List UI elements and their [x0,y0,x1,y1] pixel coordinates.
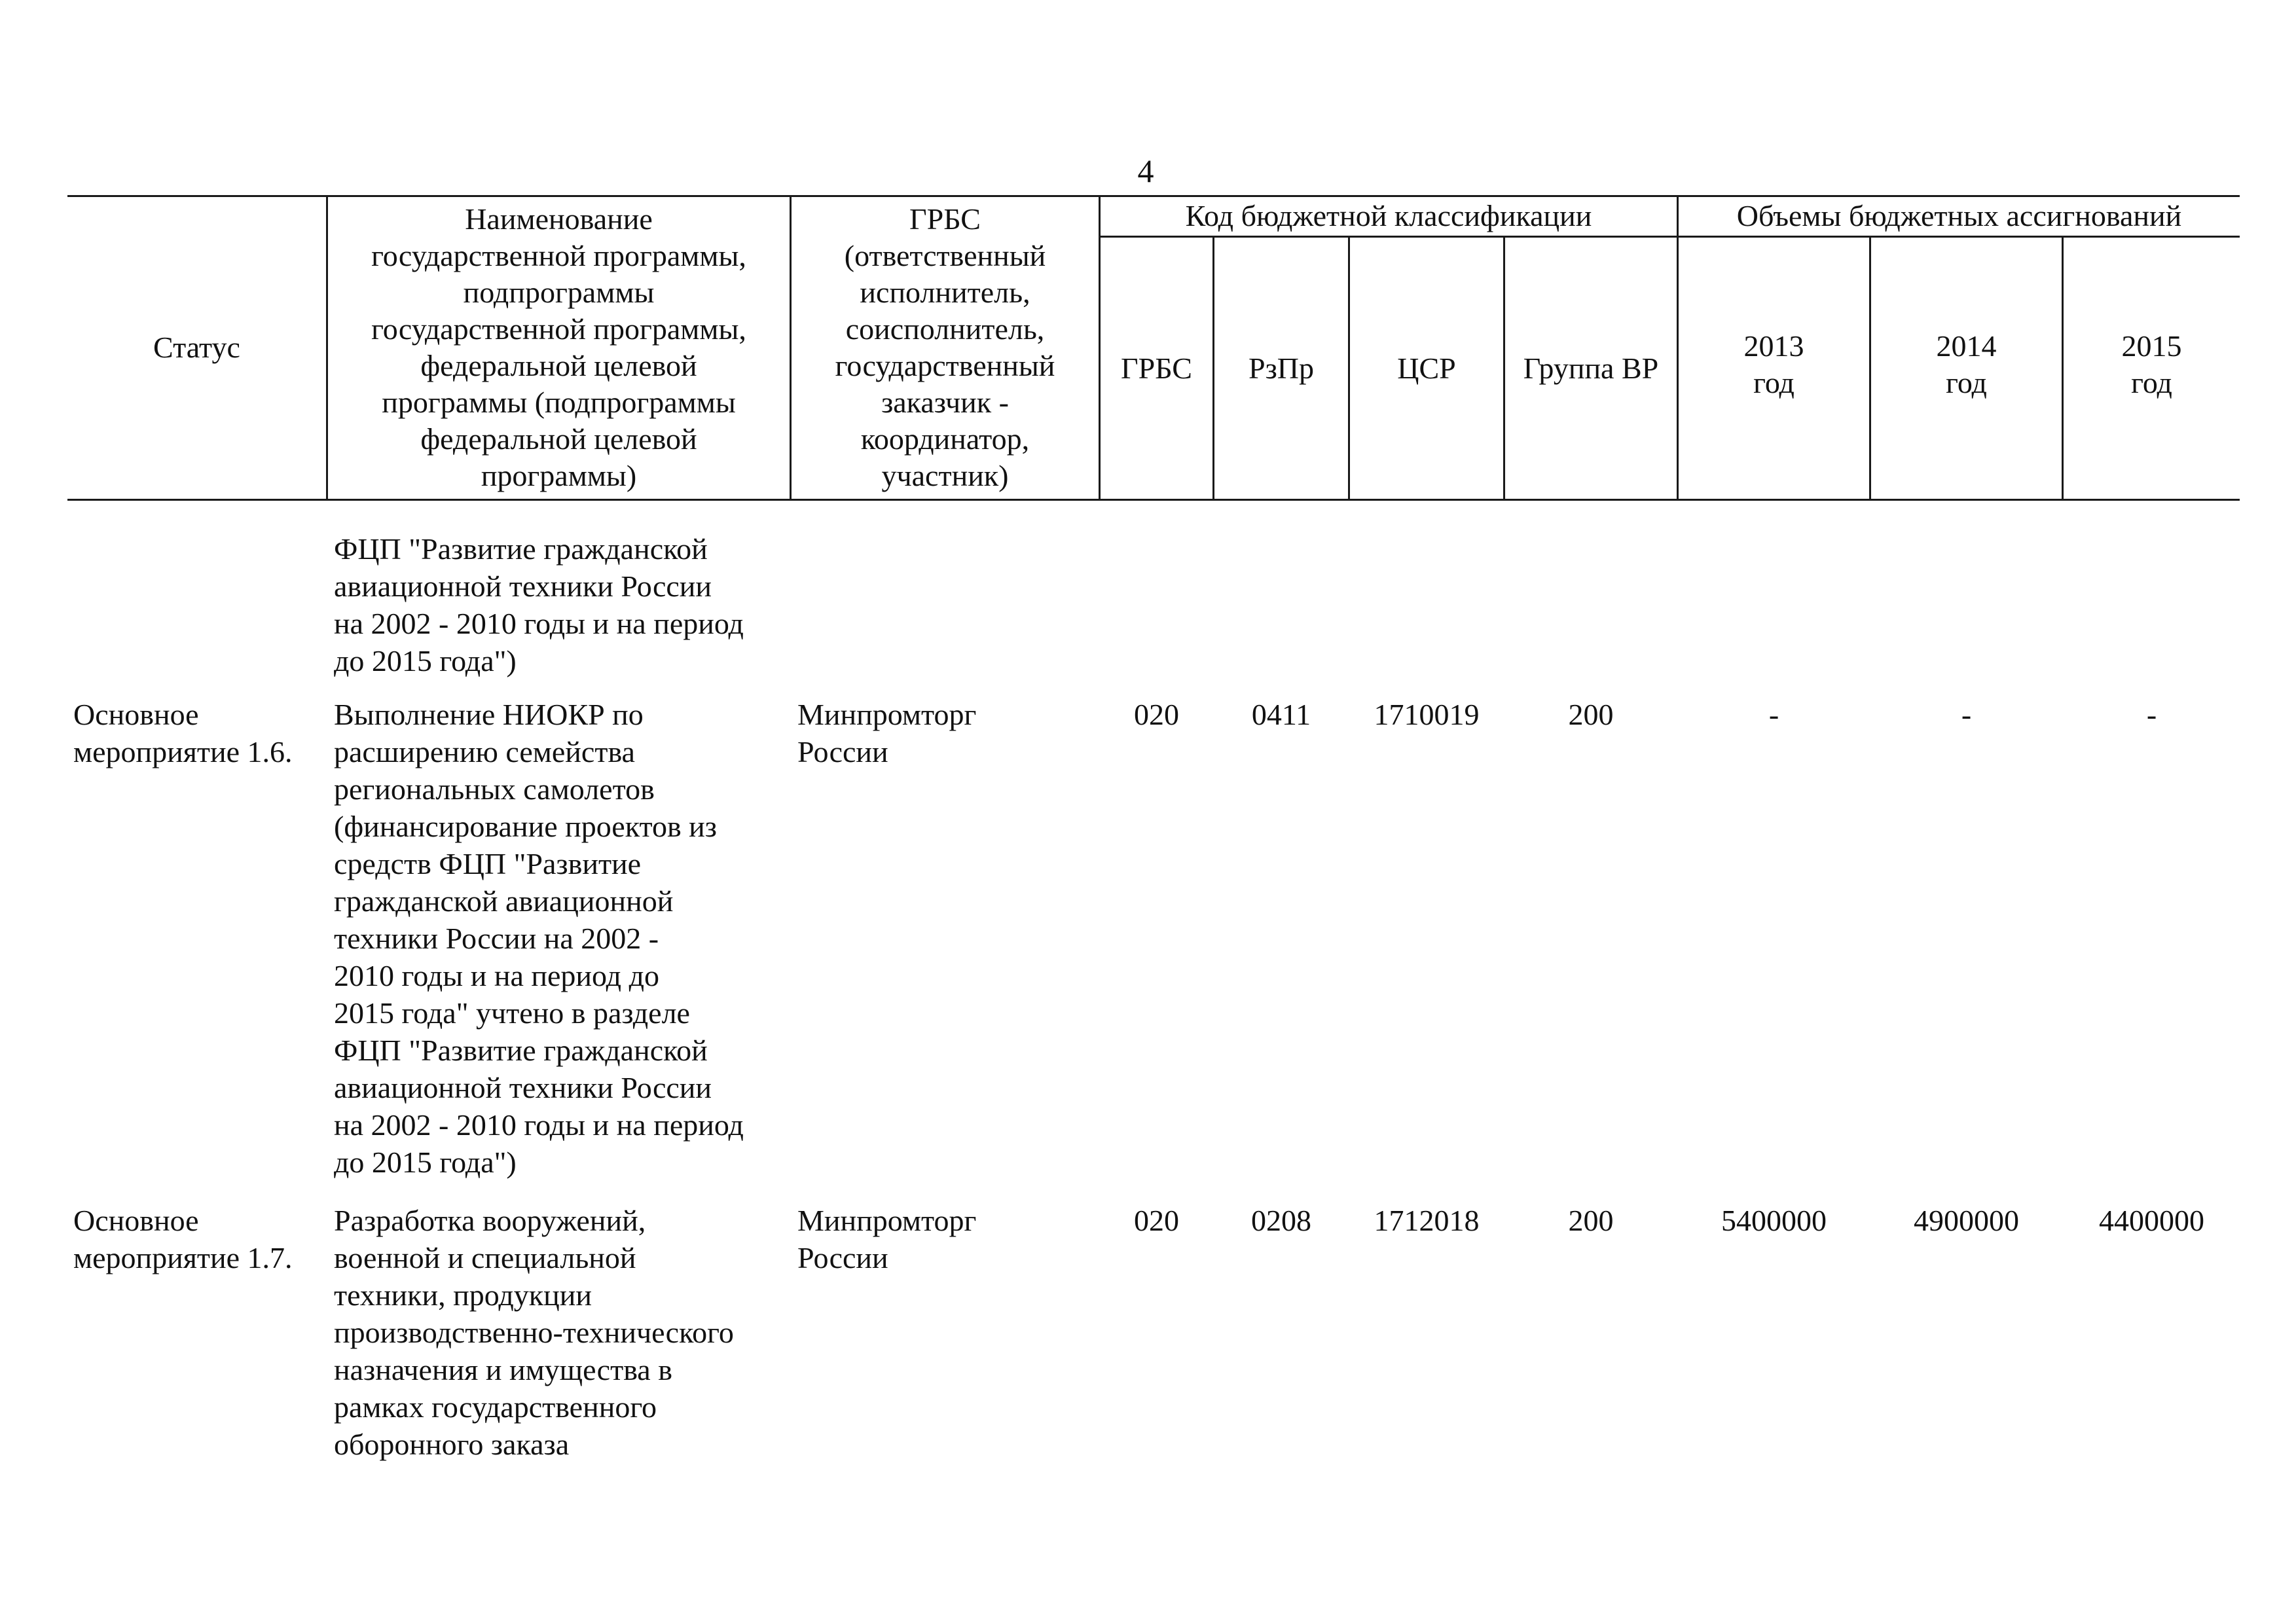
header-bottom-border [67,499,2240,501]
row-2015: 4400000 [2099,1204,2204,1237]
header-program-name: Наименование государственной программы, подпрограммы государственной программы, федеральной целевой программы (подпрограммы федеральной целевой программы) [371,202,746,492]
row-csr: 1712018 [1374,1204,1480,1237]
row-2013: - [1768,698,1779,731]
row-executor: Минпромторг России [797,1204,977,1274]
row-program-name: Выполнение НИОКР по расширению семейства региональных самолетов (финансирование проектов из средств ФЦП "Развитие гражданской авиационной техники России на 2002 - 2010 годы и на период до 2015 года" учтено в разделе ФЦП "Развитие гражданской авиационной техники России на 2002 - 2010 годы и на период до 2015 года") [334,698,744,1179]
row-rzpr: 0411 [1251,698,1311,731]
page-number: 4 [1137,153,1154,189]
row-status: Основное мероприятие 1.7. [73,1204,293,1274]
continuation-text: ФЦП "Развитие гражданской авиационной техники России на 2002 - 2010 годы и на период до 2015 года") [334,532,744,677]
row-2014: 4900000 [1914,1204,2019,1237]
row-executor: Минпромторг России [797,698,977,768]
row-program-name: Разработка вооружений, военной и специальной техники, продукции производственно-технического назначения и имущества в рамках государственного оборонного заказа [334,1204,734,1461]
row-rzpr: 0208 [1251,1204,1311,1237]
header-csr: ЦСР [1397,351,1456,385]
header-year-2015: 2015 год [2121,329,2182,399]
header-grbs-role: ГРБС (ответственный исполнитель, соисполнитель, государственный заказчик - координатор, участник) [835,202,1055,492]
row-vr: 200 [1568,1204,1614,1237]
row-2014: - [1961,698,1972,731]
row-2013: 5400000 [1721,1204,1827,1237]
row-2015: - [2146,698,2157,731]
header-allocations: Объемы бюджетных ассигнований [1736,199,2182,232]
header-year-2013: 2013 год [1743,329,1804,399]
row-grbs: 020 [1134,1204,1179,1237]
row-csr: 1710019 [1374,698,1480,731]
header-status: Статус [153,331,240,364]
header-year-2014: 2014 год [1936,329,1997,399]
row-status: Основное мероприятие 1.6. [73,698,293,768]
header-budget-code: Код бюджетной классификации [1185,199,1592,232]
row-vr: 200 [1568,698,1614,731]
row-grbs: 020 [1134,698,1179,731]
header-vr-group: Группа ВР [1523,351,1659,385]
header-rzpr: РзПр [1248,351,1314,385]
header-grbs: ГРБС [1121,351,1192,385]
